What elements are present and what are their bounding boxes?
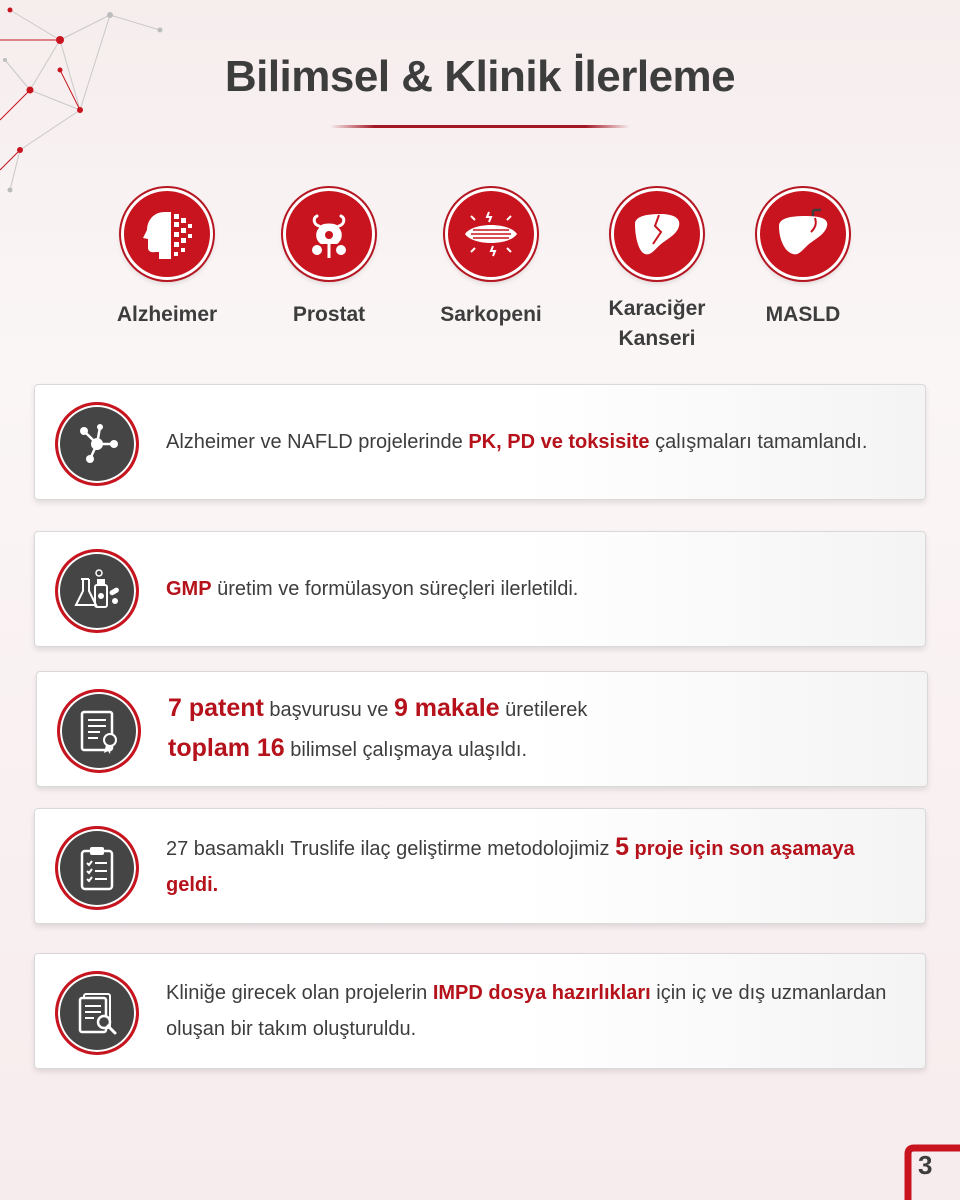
card-text	[166, 809, 895, 923]
card-text-plain: üretilerek	[499, 699, 588, 721]
card-text-plain: 27 basamaklı Truslife ilaç geliştirme metodolojimiz	[166, 838, 616, 860]
prostate-icon	[283, 188, 375, 280]
card-text-plain: Alzheimer ve NAFLD projelerinde	[166, 431, 469, 453]
card-text-highlight: IMPD dosya hazırlıkları	[432, 982, 651, 1004]
info-card	[34, 808, 926, 924]
certificate-document-icon	[57, 689, 141, 773]
title-divider	[330, 125, 630, 128]
lab-pills-icon	[55, 549, 139, 633]
page-number-text: 3	[918, 1150, 933, 1180]
topic-prostat	[259, 188, 399, 330]
stat-makale: 9 makale	[393, 694, 500, 722]
topic-label: Prostat	[292, 303, 366, 326]
topic-karaciger-kanseri	[587, 188, 727, 354]
topic-label: Alzheimer	[116, 303, 218, 326]
topic-label-line2: Kanseri	[618, 327, 696, 350]
card-text-highlight: PK, PD ve toksisite	[468, 431, 650, 453]
card-text-plain: Kliniğe girecek olan projelerin	[166, 982, 433, 1004]
document-search-icon	[55, 971, 139, 1055]
stat-patent: 7 patent	[168, 694, 264, 722]
stat-toplam: toplam 16	[168, 734, 285, 762]
page-title: Bilimsel & Klinik İlerleme	[224, 52, 736, 101]
info-card	[34, 384, 926, 500]
card-text-highlight: proje için son aşamaya geldi.	[166, 838, 855, 896]
topic-label: MASLD	[765, 303, 841, 326]
topic-sarkopeni	[421, 188, 561, 330]
card-text-plain: için iç ve dış uzmanlardan oluşan bir takım oluşturuldu.	[166, 982, 887, 1040]
info-card	[34, 531, 926, 647]
card-text	[166, 532, 895, 646]
card-text-plain: çalışmaları tamamlandı.	[649, 431, 868, 453]
card-text-plain: başvurusu ve	[263, 699, 394, 721]
info-card	[36, 671, 928, 787]
topic-label	[587, 294, 727, 354]
card-text	[166, 954, 895, 1068]
card-text	[168, 672, 897, 786]
info-card	[34, 953, 926, 1069]
brain-head-icon	[121, 188, 213, 280]
liver-icon	[611, 188, 703, 280]
card-text-plain: bilimsel çalışmaya ulaşıldı.	[284, 739, 528, 761]
topic-alzheimer	[97, 188, 237, 330]
fatty-liver-icon	[757, 188, 849, 280]
topic-label: Sarkopeni	[440, 303, 542, 326]
card-text-plain: üretim ve formülasyon süreçleri ilerletildi.	[211, 578, 579, 600]
stat-proje: 5	[615, 833, 629, 861]
clipboard-checklist-icon	[55, 826, 139, 910]
muscle-icon	[445, 188, 537, 280]
card-text	[166, 385, 895, 499]
molecule-network-icon	[55, 402, 139, 486]
topic-masld	[733, 188, 873, 330]
topic-label-line1: Karaciğer	[608, 297, 706, 320]
card-text-highlight: GMP	[166, 578, 212, 600]
page-number	[900, 1140, 960, 1200]
